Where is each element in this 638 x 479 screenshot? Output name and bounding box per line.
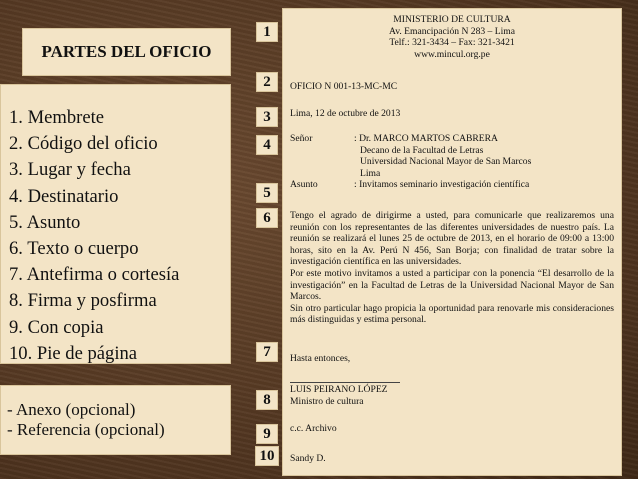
parts-list [1, 85, 230, 367]
optional-item: - Anexo (opcional) [7, 400, 136, 419]
recipient-line: Decano de la Facultad de Letras [360, 144, 484, 156]
optional-parts-panel [0, 385, 231, 455]
letter-body [290, 210, 614, 326]
signer-name: LUIS PEIRANO LÓPEZ [290, 384, 388, 395]
body-paragraph: Tengo el agrado de dirigirme a usted, para comunicarle que realizaremos una reunión con los representantes de las diferentes universidades de nuestro país. La reunión se realizará el lunes 25 de octubre de 2013, en el horario de 09:00 a 13:00 horas, sito en la Av. Perú N 456, San Borja; con finalidad de tratar sobre la investigación científica en las universidades. [290, 210, 614, 268]
letterhead-line: Av. Emancipación N 283 – Lima [388, 25, 515, 37]
marker-5: 5 [256, 183, 278, 203]
recipient-line: Universidad Nacional Mayor de San Marcos [360, 156, 532, 168]
footer: Sandy D. [290, 453, 326, 464]
document-code: OFICIO N 001-13-MC-MC [290, 81, 398, 92]
parts-list-panel [0, 84, 231, 364]
marker-10: 10 [255, 446, 279, 466]
list-item: 9. Con copia [9, 316, 104, 338]
list-item: 1. Membrete [9, 107, 105, 128]
letterhead-line: Telf.: 321-3434 – Fax: 321-3421 [389, 37, 515, 49]
list-item: 2. Código del oficio [9, 133, 158, 155]
marker-8: 8 [256, 390, 278, 410]
place-date: Lima, 12 de octubre de 2013 [290, 108, 401, 119]
subject-text: : Invitamos seminario investigación científica [354, 179, 530, 191]
list-item: 8. Firma y posfirma [9, 290, 157, 312]
marker-6: 6 [256, 208, 278, 228]
list-item: 7. Antefirma o cortesía [9, 264, 180, 286]
signer-title: Ministro de cultura [290, 395, 364, 407]
document-page [282, 8, 622, 476]
recipient-name: : Dr. MARCO MARTOS CABRERA [354, 133, 498, 144]
marker-1: 1 [256, 22, 278, 42]
recipient-label: Señor [290, 133, 313, 144]
closing: Hasta entonces, [290, 353, 351, 364]
letterhead-line: www.mincul.org.pe [414, 48, 490, 60]
optional-item: - Referencia (opcional) [7, 420, 165, 439]
marker-4: 4 [256, 135, 278, 155]
slide-title: PARTES DEL OFICIO [41, 42, 212, 61]
title-panel [22, 28, 231, 76]
marker-3: 3 [256, 107, 278, 127]
list-item: 10. Pie de página [9, 342, 138, 364]
signature-line [290, 382, 400, 383]
list-item: 4. Destinatario [9, 185, 119, 207]
recipient-line: Lima [360, 167, 381, 179]
list-item: 3. Lugar y fecha [9, 159, 131, 181]
subject-label: Asunto [290, 179, 318, 191]
letterhead-line: MINISTERIO DE CULTURA [393, 14, 511, 25]
marker-2: 2 [256, 72, 278, 92]
signature-block [290, 382, 614, 407]
marker-7: 7 [256, 342, 278, 362]
carbon-copy: c.c. Archivo [290, 423, 337, 434]
list-item: 6. Texto o cuerpo [9, 238, 139, 260]
body-paragraph: Por este motivo invitamos a usted a participar con la ponencia “El desarrollo de la investigación” en la Facultad de Letras de la Universidad Nacional Mayor de San Marcos. [290, 267, 614, 303]
letterhead [290, 14, 614, 60]
marker-9: 9 [256, 424, 278, 444]
body-paragraph: Sin otro particular hago propicia la oportunidad para renovarle mis consideraciones más distinguidas y estima personal. [290, 302, 614, 326]
recipient-block [290, 133, 614, 191]
list-item: 5. Asunto [9, 211, 81, 233]
